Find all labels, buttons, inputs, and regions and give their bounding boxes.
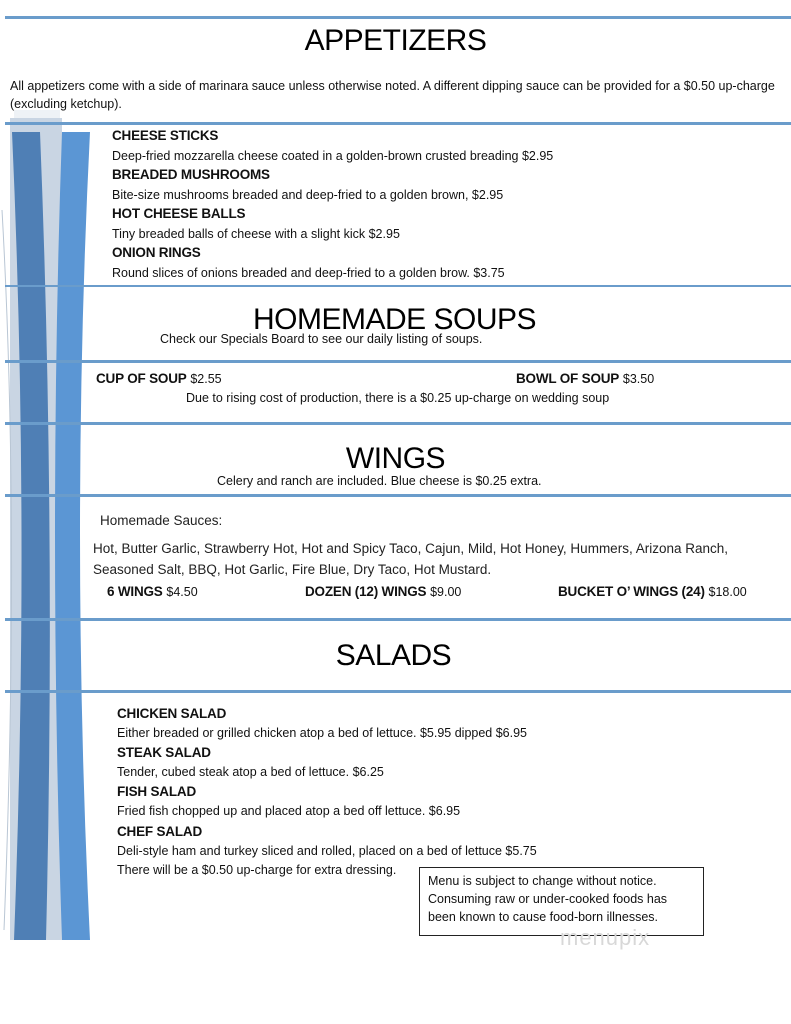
- section-title-salads: SALADS: [335, 639, 452, 672]
- bowl-of-soup: [516, 371, 654, 386]
- section-title-wings: WINGS: [345, 442, 446, 475]
- menu-item-name: FISH SALAD: [117, 784, 197, 799]
- sauces-list: Hot, Butter Garlic, Strawberry Hot, Hot and Spicy Taco, Cajun, Mild, Hot Honey, Hummers, Arizona Ranch, Seasoned Salt, BBQ, Hot Garlic, Fire Blue, Dry Taco, Hot Mustard.: [93, 541, 728, 577]
- cup-of-soup: [96, 371, 222, 386]
- divider: [5, 690, 791, 693]
- divider: [5, 360, 791, 363]
- divider: [5, 285, 791, 287]
- menu-item-price: $9.00: [430, 585, 462, 599]
- six-wings: [107, 584, 198, 599]
- menu-item-desc: Either breaded or grilled chicken atop a bed of lettuce. $5.95 dipped $6.95: [117, 726, 528, 740]
- appetizers-intro: All appetizers come with a side of marinara sauce unless otherwise noted. A different dipping sauce can be provided for a $0.50 up-charge (excluding ketchup).: [10, 79, 775, 111]
- menu-item-name: BUCKET O’ WINGS (24): [558, 584, 705, 599]
- menu-item-name: STEAK SALAD: [117, 745, 211, 760]
- menu-item-price: $4.50: [166, 585, 198, 599]
- divider: [5, 16, 791, 19]
- wings-note: Celery and ranch are included. Blue cheese is $0.25 extra.: [217, 474, 542, 488]
- disclaimer-box: Menu is subject to change without notice. Consuming raw or under-cooked foods has been known to cause food-born illnesses.: [419, 867, 704, 936]
- menu-item-name: ONION RINGS: [112, 245, 201, 260]
- watermark: menupix: [560, 925, 651, 950]
- menu-item-name: CHEF SALAD: [117, 824, 202, 839]
- menu-item-name: HOT CHEESE BALLS: [112, 206, 246, 221]
- soups-note: Check our Specials Board to see our daily listing of soups.: [160, 332, 483, 346]
- divider: [5, 122, 791, 125]
- menu-item-desc: Deli-style ham and turkey sliced and rolled, placed on a bed of lettuce $5.75: [117, 844, 537, 858]
- divider: [5, 422, 791, 425]
- dressing-note: There will be a $0.50 up-charge for extra dressing.: [117, 863, 397, 877]
- menu-item-desc: Deep-fried mozzarella cheese coated in a golden-brown crusted breading $2.95: [112, 149, 554, 163]
- menu-item-name: CUP OF SOUP: [96, 371, 187, 386]
- menu-item-price: $2.55: [190, 372, 222, 386]
- menu-item-desc: Tiny breaded balls of cheese with a slight kick $2.95: [112, 227, 400, 241]
- menu-item-name: DOZEN (12) WINGS: [305, 584, 427, 599]
- divider: [5, 618, 791, 621]
- sauces-label: Homemade Sauces:: [100, 513, 223, 528]
- menu-item-name: BOWL OF SOUP: [516, 371, 620, 386]
- section-title-appetizers: APPETIZERS: [304, 24, 487, 57]
- menu-item-desc: Fried fish chopped up and placed atop a bed off lettuce. $6.95: [117, 804, 461, 818]
- menu-item-desc: Round slices of onions breaded and deep-fried to a golden brow. $3.75: [112, 266, 505, 280]
- section-title-soups: HOMEMADE SOUPS: [252, 303, 537, 336]
- decorative-side-band: [0, 110, 100, 950]
- menu-item-desc: Bite-size mushrooms breaded and deep-fried to a golden brown, $2.95: [112, 188, 504, 202]
- soup-surcharge: Due to rising cost of production, there is a $0.25 up-charge on wedding soup: [186, 391, 610, 405]
- menu-item-price: $18.00: [708, 585, 747, 599]
- menu-item-name: 6 WINGS: [107, 584, 163, 599]
- menu-item-price: $3.50: [622, 372, 655, 386]
- menu-item-name: CHICKEN SALAD: [117, 706, 227, 721]
- dozen-wings: [305, 584, 461, 599]
- divider: [5, 494, 791, 497]
- menu-item-name: BREADED MUSHROOMS: [112, 167, 270, 182]
- menu-item-desc: Tender, cubed steak atop a bed of lettuce. $6.25: [117, 765, 384, 779]
- bucket-wings: [558, 584, 747, 599]
- menu-item-name: CHEESE STICKS: [112, 128, 219, 143]
